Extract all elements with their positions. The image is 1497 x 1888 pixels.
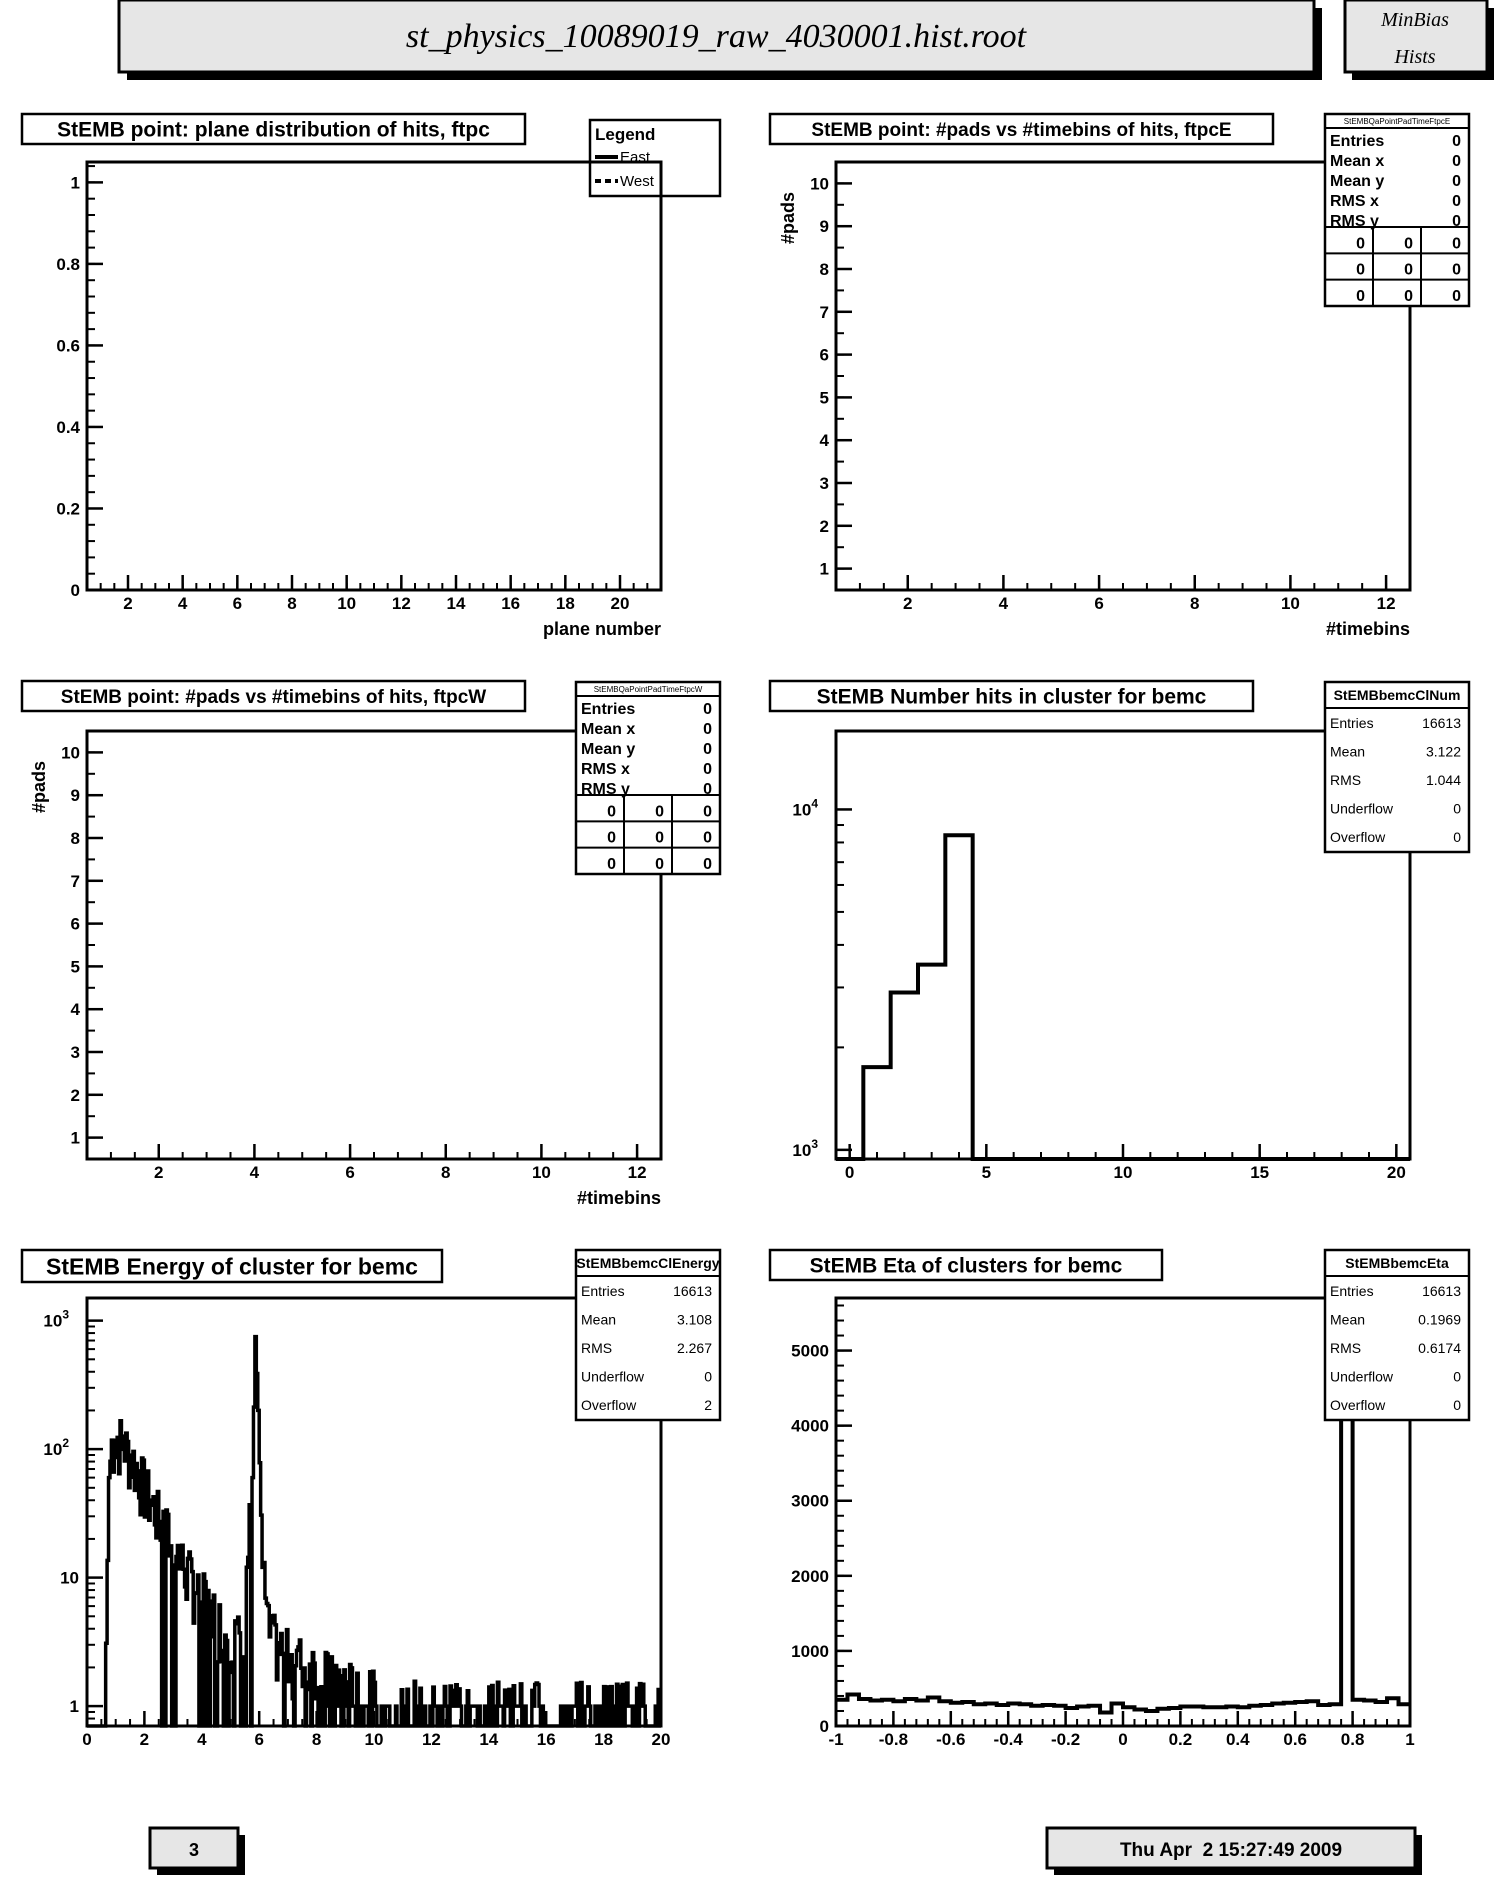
panel-ftpcw-pads-timebins [22,681,720,1208]
y-tick-label: 7 [70,871,80,891]
y-tick-label: 0.2 [56,499,80,519]
x-tick-label: 0 [844,1163,855,1182]
stats-row-value: 0.6174 [1418,1340,1461,1356]
x-tick-label: 1 [1405,1730,1415,1749]
stats-row-value: 0 [1453,829,1461,845]
x-tick-label: 6 [1094,594,1104,613]
panel-bemc-cluster-energy [22,1250,720,1749]
x-axis-label: #timebins [1325,619,1410,639]
y-tick-label: $10^3$ [43,1307,69,1331]
y-tick-label: 4 [70,1000,80,1020]
x-axis-label: plane number [542,619,661,639]
y-tick-label: 1 [819,559,829,579]
y-tick-label: 1000 [791,1641,829,1661]
x-tick-label: 6 [345,1163,355,1182]
stats-row-value: 16613 [673,1283,712,1299]
stats-grid-cell: 0 [607,829,616,847]
stats-row-label: RMS y [581,781,630,798]
x-tick-label: 16 [501,594,521,613]
timestamp: Thu Apr 2 15:27:49 2009 [1119,1840,1343,1861]
x-tick-label: 10 [1280,594,1300,613]
y-tick-label: 1 [70,173,80,193]
y-tick-label: 5000 [791,1341,829,1361]
y-tick-label: 0.6 [56,336,80,356]
stats-grid-cell: 0 [703,829,712,847]
page-title: st_physics_10089019_raw_4030001.hist.root [405,18,1027,55]
y-tick-label: 3 [819,474,829,493]
stats-row-label: Mean y [581,741,636,758]
chart-title: StEMB Number hits in cluster for bemc [816,685,1207,709]
x-tick-label: 15 [1250,1163,1270,1182]
x-tick-label: 2 [123,594,133,613]
y-tick-label: 8 [819,260,829,279]
chart-title: StEMB point: #pads vs #timebins of hits, ftpcW [60,686,487,708]
x-tick-label: 2 [903,594,913,613]
y-tick-label: $10^4$ [792,796,818,820]
y-tick-label: 8 [70,829,80,848]
x-tick-label: 4 [249,1163,260,1182]
x-tick-label: -0.6 [936,1730,966,1749]
stats-row-value: 16613 [1422,1283,1461,1299]
panel-ftpc-plane [22,114,720,639]
x-tick-label: 12 [391,594,411,613]
x-tick-label: 4 [177,594,188,613]
stats-name: StEMBbemcClEnergy [576,1255,720,1271]
corner-line-2: Hists [1394,46,1436,68]
x-tick-label: 10 [1113,1163,1133,1182]
stats-row-label: Underflow [1330,800,1394,817]
stats-grid-cell: 0 [655,856,664,873]
stats-grid-cell: 0 [1404,288,1413,305]
panel-bemc-cluster-eta [770,1250,1469,1749]
y-tick-label: $10^2$ [43,1436,69,1460]
stats-row-value: 0 [704,1368,712,1385]
corner-line-1: MinBias [1381,9,1449,31]
stats-row-value: 0 [1452,153,1461,170]
stats-box [1325,1250,1469,1420]
stats-box [576,1250,720,1420]
legend-label-west: West [620,173,654,190]
y-tick-label: 10 [61,743,80,763]
stats-grid-cell: 0 [1356,235,1365,253]
stats-grid-cell: 0 [1452,288,1461,305]
y-tick-label: 2000 [791,1566,829,1586]
stats-grid-cell: 0 [1452,261,1461,279]
stats-row-label: RMS [1330,772,1362,788]
x-tick-label: 6 [254,1730,264,1749]
chart-title: StEMB Energy of cluster for bemc [46,1253,418,1280]
stats-row-label: Overflow [581,1397,637,1413]
x-tick-label: 8 [287,594,297,613]
y-tick-label: 1 [69,1697,79,1717]
title-box [119,0,1322,80]
y-tick-label: 4 [819,431,829,451]
stats-grid-cell: 0 [703,856,712,873]
stats-row-label: Entries [1330,715,1374,731]
x-tick-label: 0 [1118,1730,1128,1749]
y-tick-label: $10^3$ [792,1136,818,1160]
y-tick-label: 10 [810,174,829,194]
page-number-box [150,1828,245,1875]
stats-row-label: RMS [581,1340,613,1356]
stats-row-label: RMS y [1330,213,1379,230]
stats-row-value: 16613 [1422,715,1461,731]
stats-grid-cell: 0 [703,803,712,821]
x-tick-label: 4 [197,1730,207,1749]
stats-row-label: Mean [1330,743,1366,760]
page-number: 3 [188,1840,200,1860]
stats-grid-cell: 0 [1452,235,1461,253]
y-tick-label: 6 [819,345,829,365]
y-tick-label: 0 [819,1717,829,1736]
stats-box [1325,114,1469,306]
stats-row-label: Underflow [1330,1368,1394,1385]
stats-row-label: Entries [1330,133,1385,150]
x-tick-label: 20 [651,1730,671,1749]
corner-box [1345,0,1494,80]
x-tick-label: 0.6 [1283,1730,1308,1749]
x-tick-label: -0.8 [878,1730,909,1749]
stats-row-value: 0 [703,781,712,798]
stats-grid-cell: 0 [655,803,664,821]
stats-row-value: 0 [1453,800,1461,817]
x-tick-label: 2 [139,1730,150,1749]
stats-row-label: Underflow [581,1368,645,1385]
x-tick-label: 14 [446,594,466,613]
x-tick-label: 0.2 [1168,1730,1193,1749]
y-tick-label: 0.4 [56,417,80,437]
x-tick-label: 0 [82,1730,92,1749]
y-tick-label: 2 [819,516,829,536]
panel-ftpce-pads-timebins [770,114,1469,639]
x-tick-label: 2 [154,1163,164,1182]
stats-box [1325,682,1469,852]
stats-row-label: Overflow [1330,829,1386,845]
stats-row-value: 0 [703,761,712,778]
stats-row-value: 0.1969 [1418,1311,1461,1328]
stats-grid-cell: 0 [1356,288,1365,305]
stats-row-value: 0 [1452,133,1461,150]
stats-name: StEMBbemcClNum [1333,687,1461,703]
stats-row-value: 2 [704,1397,712,1413]
stats-box [576,682,720,874]
y-tick-label: 1 [70,1128,80,1148]
stats-row-label: RMS x [1330,193,1379,210]
x-tick-label: -1 [828,1730,844,1749]
timestamp-box [1047,1828,1422,1875]
x-tick-label: 6 [232,594,243,613]
plot-frame [87,162,661,590]
stats-row-label: Mean x [581,721,636,738]
chart-title: StEMB point: plane distribution of hits, ftpc [57,118,490,142]
x-tick-label: 16 [536,1730,556,1749]
stats-row-label: Entries [581,701,636,718]
y-tick-label: 9 [819,217,829,237]
y-tick-label: 2 [70,1085,80,1105]
legend-title: Legend [595,125,656,144]
x-tick-label: 10 [364,1730,384,1749]
x-tick-label: 12 [1376,594,1396,613]
stats-row-label: RMS [1330,1340,1362,1356]
x-tick-label: 12 [421,1730,441,1749]
y-tick-label: 5 [70,957,80,977]
chart-title: StEMB point: #pads vs #timebins of hits, ftpcE [811,119,1232,141]
stats-row-value: 0 [703,701,712,718]
y-axis-label: #pads [778,192,798,245]
stats-grid-cell: 0 [1356,261,1365,279]
stats-row-label: Mean [581,1311,617,1328]
x-tick-label: 8 [1190,594,1200,613]
x-tick-label: 0.8 [1340,1730,1365,1749]
stats-name: StEMBQaPointPadTimeFtpcW [593,685,703,694]
stats-grid-cell: 0 [1404,261,1413,279]
chart-title: StEMB Eta of clusters for bemc [809,1254,1123,1278]
y-tick-label: 6 [70,914,80,934]
panel-bemc-cluster-hits [770,681,1469,1182]
y-tick-label: 0 [70,581,80,600]
stats-row-label: Mean x [1330,153,1385,170]
x-tick-label: 10 [337,594,357,613]
stats-name: StEMBQaPointPadTimeFtpcE [1343,117,1451,126]
stats-row-value: 0 [1453,1368,1461,1385]
stats-row-label: Mean [1330,1311,1366,1328]
x-tick-label: 18 [594,1730,614,1749]
x-axis-label: #timebins [576,1188,661,1208]
x-tick-label: 0.4 [1225,1730,1250,1749]
x-tick-label: 12 [627,1163,647,1182]
stats-row-value: 1.044 [1425,772,1461,788]
stats-row-value: 3.122 [1425,743,1461,760]
x-tick-label: -0.2 [1050,1730,1081,1749]
stats-grid-cell: 0 [607,856,616,873]
stats-row-value: 0 [1452,193,1461,210]
stats-row-value: 0 [703,721,712,738]
stats-grid-cell: 0 [607,803,616,821]
x-tick-label: 20 [1386,1163,1406,1182]
stats-row-value: 0 [703,741,712,758]
stats-grid-cell: 0 [1404,235,1413,253]
y-axis-label: #pads [29,761,49,814]
stats-row-label: Overflow [1330,1397,1386,1413]
y-tick-label: 7 [819,302,829,322]
y-tick-label: 3000 [791,1491,829,1511]
x-tick-label: -0.4 [993,1730,1023,1749]
x-tick-label: 4 [998,594,1009,613]
x-tick-label: 20 [610,594,630,613]
stats-row-label: Mean y [1330,173,1385,190]
x-tick-label: 18 [555,594,575,613]
stats-row-value: 0 [1453,1397,1461,1413]
stats-row-label: RMS x [581,761,630,778]
stats-row-value: 0 [1452,213,1461,230]
y-tick-label: 3 [70,1043,80,1062]
x-tick-label: 10 [531,1163,551,1182]
y-tick-label: 10 [60,1568,79,1588]
x-tick-label: 8 [311,1730,322,1749]
x-tick-label: 8 [441,1163,451,1182]
stats-row-label: Entries [1330,1283,1374,1299]
y-tick-label: 5 [819,388,829,408]
x-tick-label: 14 [479,1730,499,1749]
stats-grid-cell: 0 [655,829,664,847]
y-tick-label: 9 [70,786,80,806]
legend-label-east: East [620,149,651,166]
stats-name: StEMBbemcEta [1345,1255,1449,1271]
stats-row-value: 2.267 [676,1340,712,1356]
y-tick-label: 0.8 [56,254,80,274]
y-tick-label: 4000 [791,1416,829,1436]
x-tick-label: 5 [981,1163,992,1182]
stats-row-value: 0 [1452,173,1461,190]
stats-row-label: Entries [581,1283,625,1299]
stats-row-value: 3.108 [676,1311,712,1328]
